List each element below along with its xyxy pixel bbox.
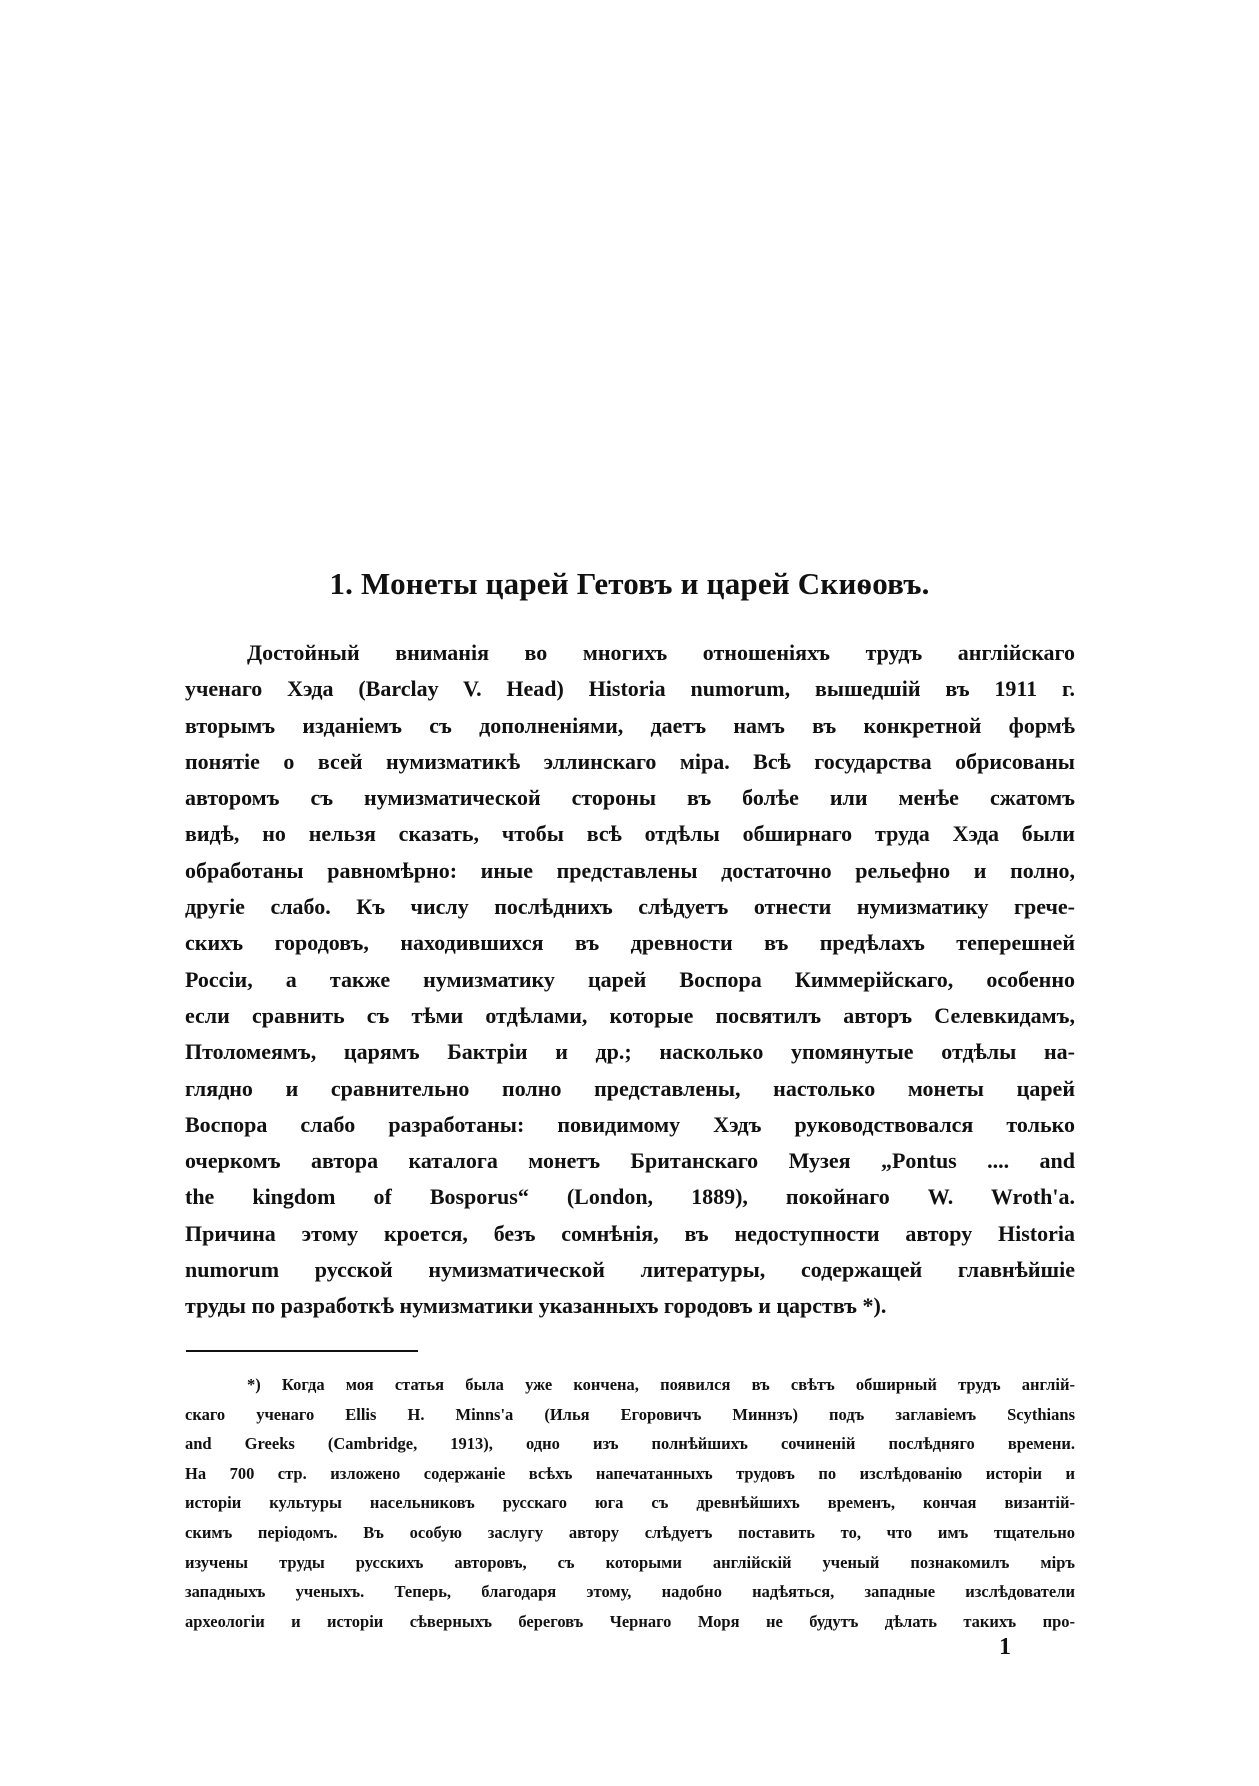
- footnote-line: and Greeks (Cambridge, 1913), одно изъ полнѣйшихъ сочиненій послѣдняго времени.: [185, 1434, 1075, 1454]
- footnote-line: *) Когда моя статья была уже кончена, появился въ свѣтъ обширный трудъ англій-: [247, 1375, 1075, 1394]
- footnote-line: скаго ученаго Ellis H. Minns'a (Илья Егоровичъ Миннзъ) подъ заглавіемъ Scythians: [185, 1404, 1075, 1424]
- body-line: глядно и сравнительно полно представлены, настолько монеты царей: [185, 1075, 1075, 1101]
- page-number: 1: [999, 1634, 1011, 1660]
- body-line: авторомъ съ нумизматической стороны въ болѣе или менѣе сжатомъ: [185, 785, 1075, 811]
- body-line: труды по разработкѣ нумизматики указанныхъ городовъ и царствъ *).: [185, 1293, 887, 1319]
- footnote-line: исторіи культуры насельниковъ русскаго юга съ древнѣйшихъ временъ, кончая византій-: [185, 1493, 1075, 1513]
- body-line: видѣ, но нельзя сказать, чтобы всѣ отдѣлы обширнаго труда Хэда были: [185, 821, 1075, 847]
- footnote: [185, 1370, 1075, 1636]
- body-line: понятіе о всей нумизматикѣ эллинскаго міра. Всѣ государства обрисованы: [185, 748, 1075, 774]
- footnote-line: археологіи и исторіи сѣверныхъ береговъ Чернаго Моря не будутъ дѣлать такихъ про-: [185, 1611, 1075, 1631]
- body-line: Воспора слабо разработаны: повидимому Хэдъ руководствовался только: [185, 1111, 1075, 1137]
- body-line: если сравнить съ тѣми отдѣлами, которые посвятилъ авторъ Селевкидамъ,: [185, 1002, 1075, 1028]
- body-line: очеркомъ автора каталога монетъ Британскаго Музея „Pontus .... and: [185, 1148, 1075, 1174]
- body-line: numorum русской нумизматической литературы, содержащей главнѣйшіе: [185, 1257, 1075, 1283]
- footnote-line: западныхъ ученыхъ. Теперь, благодаря этому, надобно надѣяться, западные изслѣдователи: [185, 1582, 1075, 1602]
- body-line: Птоломеямъ, царямъ Бактріи и др.; насколько упомянутые отдѣлы на-: [185, 1039, 1075, 1065]
- body-line: вторымъ изданіемъ съ дополненіями, даетъ намъ въ конкретной формѣ: [185, 712, 1075, 738]
- footnote-line: изучены труды русскихъ авторовъ, съ которыми англійскій ученый познакомилъ міръ: [185, 1552, 1075, 1572]
- body-line: другіе слабо. Къ числу послѣднихъ слѣдуетъ отнести нумизматику грече-: [185, 894, 1075, 920]
- footnote-divider: [186, 1350, 418, 1352]
- body-line: Причина этому кроется, безъ сомнѣнія, въ недоступности автору Historia: [185, 1220, 1075, 1246]
- body-line: ученаго Хэда (Barclay V. Head) Historia numorum, вышедшій въ 1911 г.: [185, 676, 1075, 702]
- body-line: скихъ городовъ, находившихся въ древности въ предѣлахъ теперешней: [185, 930, 1075, 956]
- body-line: Россіи, а также нумизматику царей Воспора Киммерійскаго, особенно: [185, 966, 1075, 992]
- body-paragraph: [185, 635, 1075, 1325]
- body-line: Достойный вниманія во многихъ отношеніяхъ трудъ англійскаго: [247, 640, 1075, 665]
- chapter-title: 1. Монеты царей Гетовъ и царей Скиѳовъ.: [329, 566, 930, 601]
- footnote-line: скимъ періодомъ. Въ особую заслугу автору слѣдуетъ поставить то, что имъ тщательно: [185, 1522, 1075, 1542]
- body-line: the kingdom of Bosporus“ (London, 1889), покойнаго W. Wroth'a.: [185, 1184, 1075, 1210]
- footnote-line: На 700 стр. изложено содержаніе всѣхъ напечатанныхъ трудовъ по изслѣдованію исторіи и: [185, 1463, 1075, 1483]
- body-line: обработаны равномѣрно: иные представлены достаточно рельефно и полно,: [185, 857, 1075, 883]
